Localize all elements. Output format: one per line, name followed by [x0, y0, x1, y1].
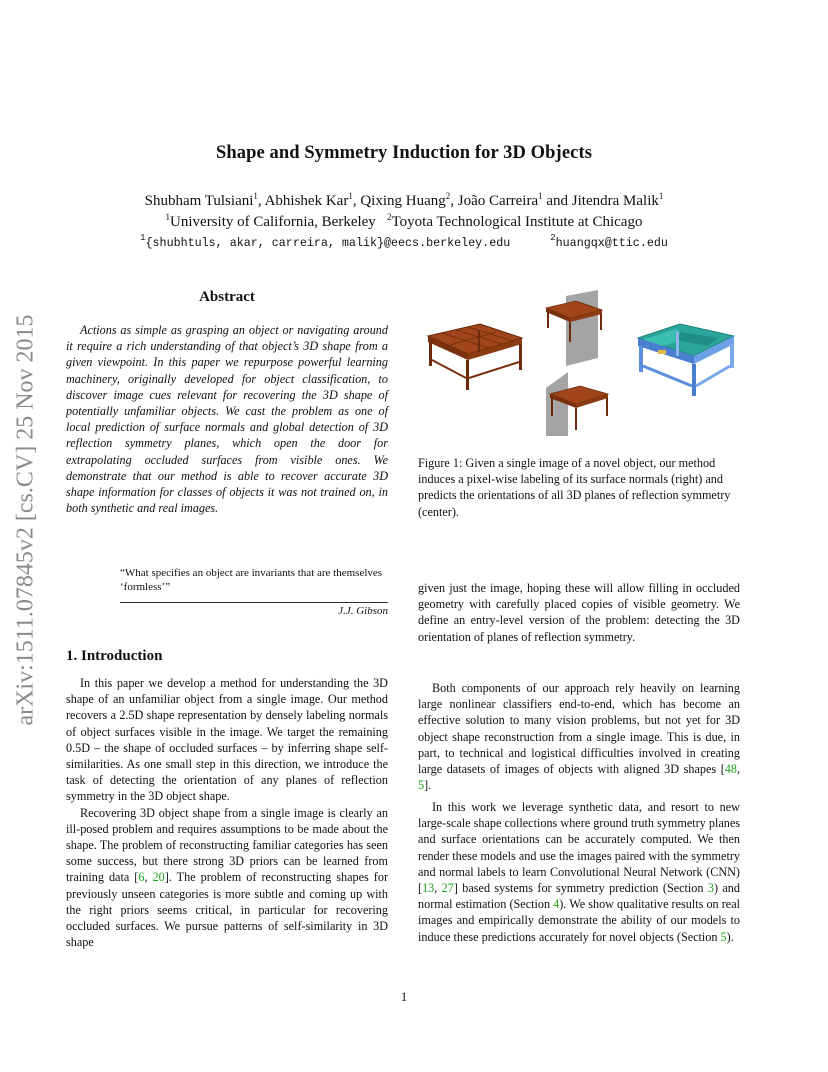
page-number: 1: [400, 990, 408, 1004]
figure-1-caption: Figure 1: Given a single image of a novel object, our method induces a pixel-wise labeling of its surface normals (right) and predicts the orientations of all 3D planes of reflection symmetry (center).: [418, 456, 731, 519]
affiliation: University of California, Berkeley: [170, 214, 376, 230]
abstract-heading: Abstract: [199, 289, 255, 305]
citation-link[interactable]: 13: [422, 881, 435, 896]
arxiv-identifier: arXiv:1511.07845v2 [cs.CV] 25 Nov 2015: [12, 314, 39, 726]
citation-link[interactable]: 6: [138, 870, 145, 885]
author: Qixing Huang$^2$,: [360, 191, 458, 209]
symmetry-table-top: [546, 290, 602, 366]
intro-body-continued: [418, 799, 740, 945]
author: Jitendra Malik$^1$: [571, 191, 664, 209]
email[interactable]: huangqx@ttic.edu: [555, 236, 668, 250]
section-link[interactable]: 3: [707, 881, 714, 896]
email[interactable]: {shubhtuls, akar, carreira, malik}@eecs.berkeley.edu: [145, 236, 511, 250]
intro-body-continued: [418, 680, 740, 793]
paragraph: Both components of our approach rely heavily on learning large nonlinear classifiers end-to-end, which has become an effective solution to many vision problems, but not yet for 3D object shape reconstruction from a single image. This is due, in part, to technical and logistical difficulties involved in creating large datasets of images of objects with aligned 3D shapes [48, 5].: [418, 681, 740, 793]
section-heading-introduction: 1. Introduction: [66, 648, 163, 664]
author: João Carreira$^1$ and: [457, 191, 572, 209]
figure-1: [418, 286, 740, 446]
affiliation: Toyota Technological Institute at Chicago: [391, 214, 643, 230]
abstract-text: Actions as simple as grasping an object or navigating around it require a rich understanding of that object’s 3D shape from a given viewpoint. In this paper we repurpose powerful learning machinery, originally developed for object classification, to discover image cues relevant for recovering the 3D shape of potentially unfamiliar objects. We cast the problem as one of local prediction of surface normals and global detection of 3D reflection symmetry planes, which open the door for extrapolating occluded surfaces from visible ones. We demonstrate that our method is able to recover accurate 3D shape information for classes of objects it was not trained on, in both synthetic and real images.: [66, 323, 388, 516]
citation-link[interactable]: 48: [724, 762, 737, 777]
author-list: [0, 193, 808, 210]
affiliations: $^1$University of California, Berkeley $^2$Toyota Technological Institute at Chicago: [165, 212, 643, 230]
section-link[interactable]: 4: [553, 897, 560, 912]
paper-title: Shape and Symmetry Induction for 3D Objects: [215, 143, 593, 163]
intro-body-continued: [418, 580, 740, 645]
epigraph-author: J.J. Gibson: [338, 605, 388, 617]
arxiv-sidebar: [8, 275, 44, 765]
citation-link[interactable]: 27: [441, 881, 454, 896]
paragraph: In this paper we develop a method for understanding the 3D shape of an unfamiliar object from a single image. Our method recovers a 2.5D shape representation by densely labeling normals of object surfaces visible in the image. We target the remaining 0.5D – the shape of occluded surfaces – by inferring shape self-similarities. As one small step in this direction, we introduce the task of detecting the orientation of any planes of reflection symmetry in the 3D object shape.: [66, 676, 388, 804]
surface-normal-table: [638, 324, 734, 396]
citation-link[interactable]: 5: [418, 778, 425, 793]
epigraph-quote: “What specifies an object are invariants that are themselves ‘formless’”: [120, 567, 383, 593]
symmetry-table-bottom: [546, 372, 608, 436]
author: Abhishek Kar$^1$,: [264, 191, 361, 209]
input-table-image: [428, 324, 522, 390]
citation-link[interactable]: 20: [152, 870, 165, 885]
author: Shubham Tulsiani$^1$,: [144, 191, 265, 209]
epigraph-rule: [120, 602, 388, 603]
paragraph: Recovering 3D object shape from a single image is clearly an ill-posed problem and requires assumptions to be made about the shape. The problem of reconstructing familiar categories has seen some success, but there strong 3D priors can be learned from training data [6, 20]. The problem of reconstructing shapes for previously unseen categories is more subtle and coming up with the right priors seems critical, in particular for recovering occluded surfaces. We pursue patterns of self-similarity in 3D shape: [66, 805, 389, 950]
author-emails: $^1${shubhtuls, akar, carreira, malik}@eecs.berkeley.edu $^2$huangqx@ttic.edu: [140, 233, 668, 250]
intro-body: [66, 675, 388, 950]
paragraph: given just the image, hoping these will allow filling in occluded geometry with carefully placed copies of visible geometry. We define an entry-level version of the problem: detecting the 3D orientation of planes of reflection symmetry.: [418, 581, 740, 644]
section-link[interactable]: 5: [720, 929, 727, 944]
paragraph: In this work we leverage synthetic data, and resort to new large-scale shape collections where ground truth symmetry planes and surface orientations can be accurately computed. We then render these models and use the images paired with the symmetry and normal labels to learn Convolutional Neural Network (CNN) [13, 27] based systems for symmetry prediction (Section 3) and normal estimation (Section 4). We show qualitative results on real images and empirically demonstrate the ability of our models to induce these predictions accurately for novel objects (Section 5).: [418, 800, 740, 944]
